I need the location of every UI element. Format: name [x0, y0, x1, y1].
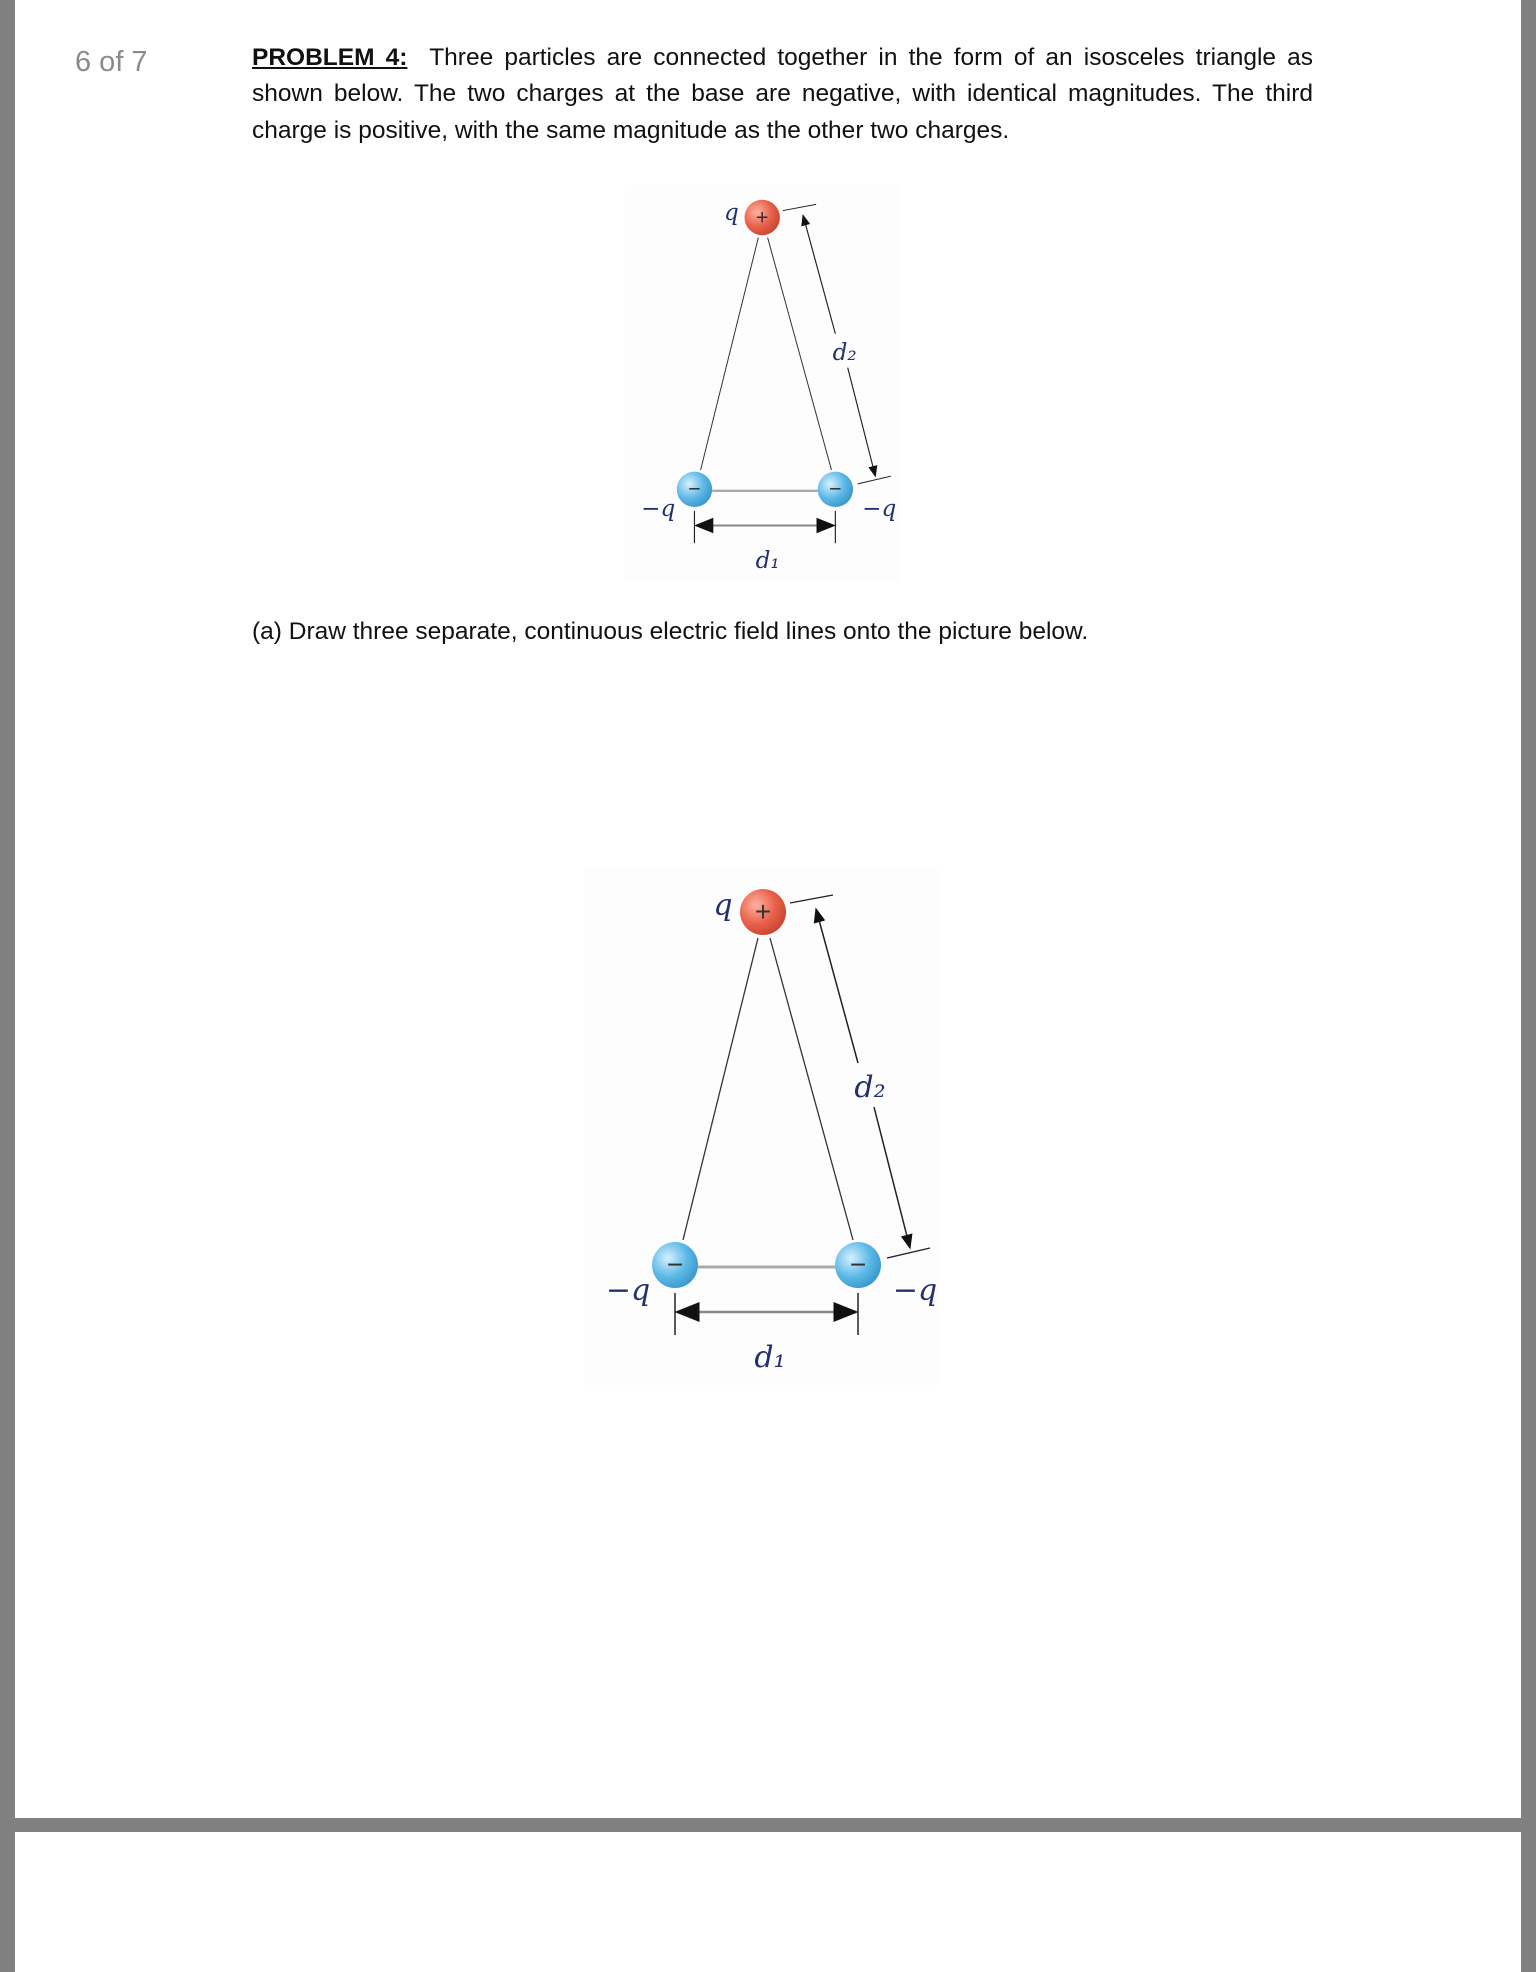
d2-label: d₂ [832, 339, 857, 366]
top-charge-label: q [713, 888, 733, 923]
triangle-figure-drawing-area[interactable] [585, 870, 940, 1385]
right-charge-label: −q [862, 496, 897, 523]
negative-sign: − [849, 1249, 867, 1280]
left-charge-label: −q [641, 496, 676, 523]
negative-sign: − [666, 1249, 684, 1280]
problem-heading: PROBLEM 4: [252, 44, 408, 71]
negative-sign: − [688, 476, 701, 502]
d2-label: d₂ [854, 1070, 886, 1105]
left-charge-label: −q [605, 1273, 651, 1308]
triangle-figure-reference [625, 185, 898, 582]
right-charge-label: −q [892, 1273, 938, 1308]
d1-label: d₁ [755, 547, 780, 574]
negative-sign: − [829, 476, 842, 502]
top-charge-label: q [724, 199, 739, 226]
d1-label: d₁ [754, 1340, 786, 1375]
part-a-instruction: (a) Draw three separate, continuous electric field lines onto the picture below. [252, 618, 1089, 645]
positive-sign: + [755, 204, 769, 230]
positive-sign: + [754, 896, 772, 927]
page-indicator: 6 of 7 [75, 46, 148, 78]
problem-text: Three particles are connected together in the form of an isosceles triangle as shown below. The two charges at the base are negative, with identical magnitudes. The third charge is positive, with the same magnitude as the other two charges. [252, 44, 1314, 144]
